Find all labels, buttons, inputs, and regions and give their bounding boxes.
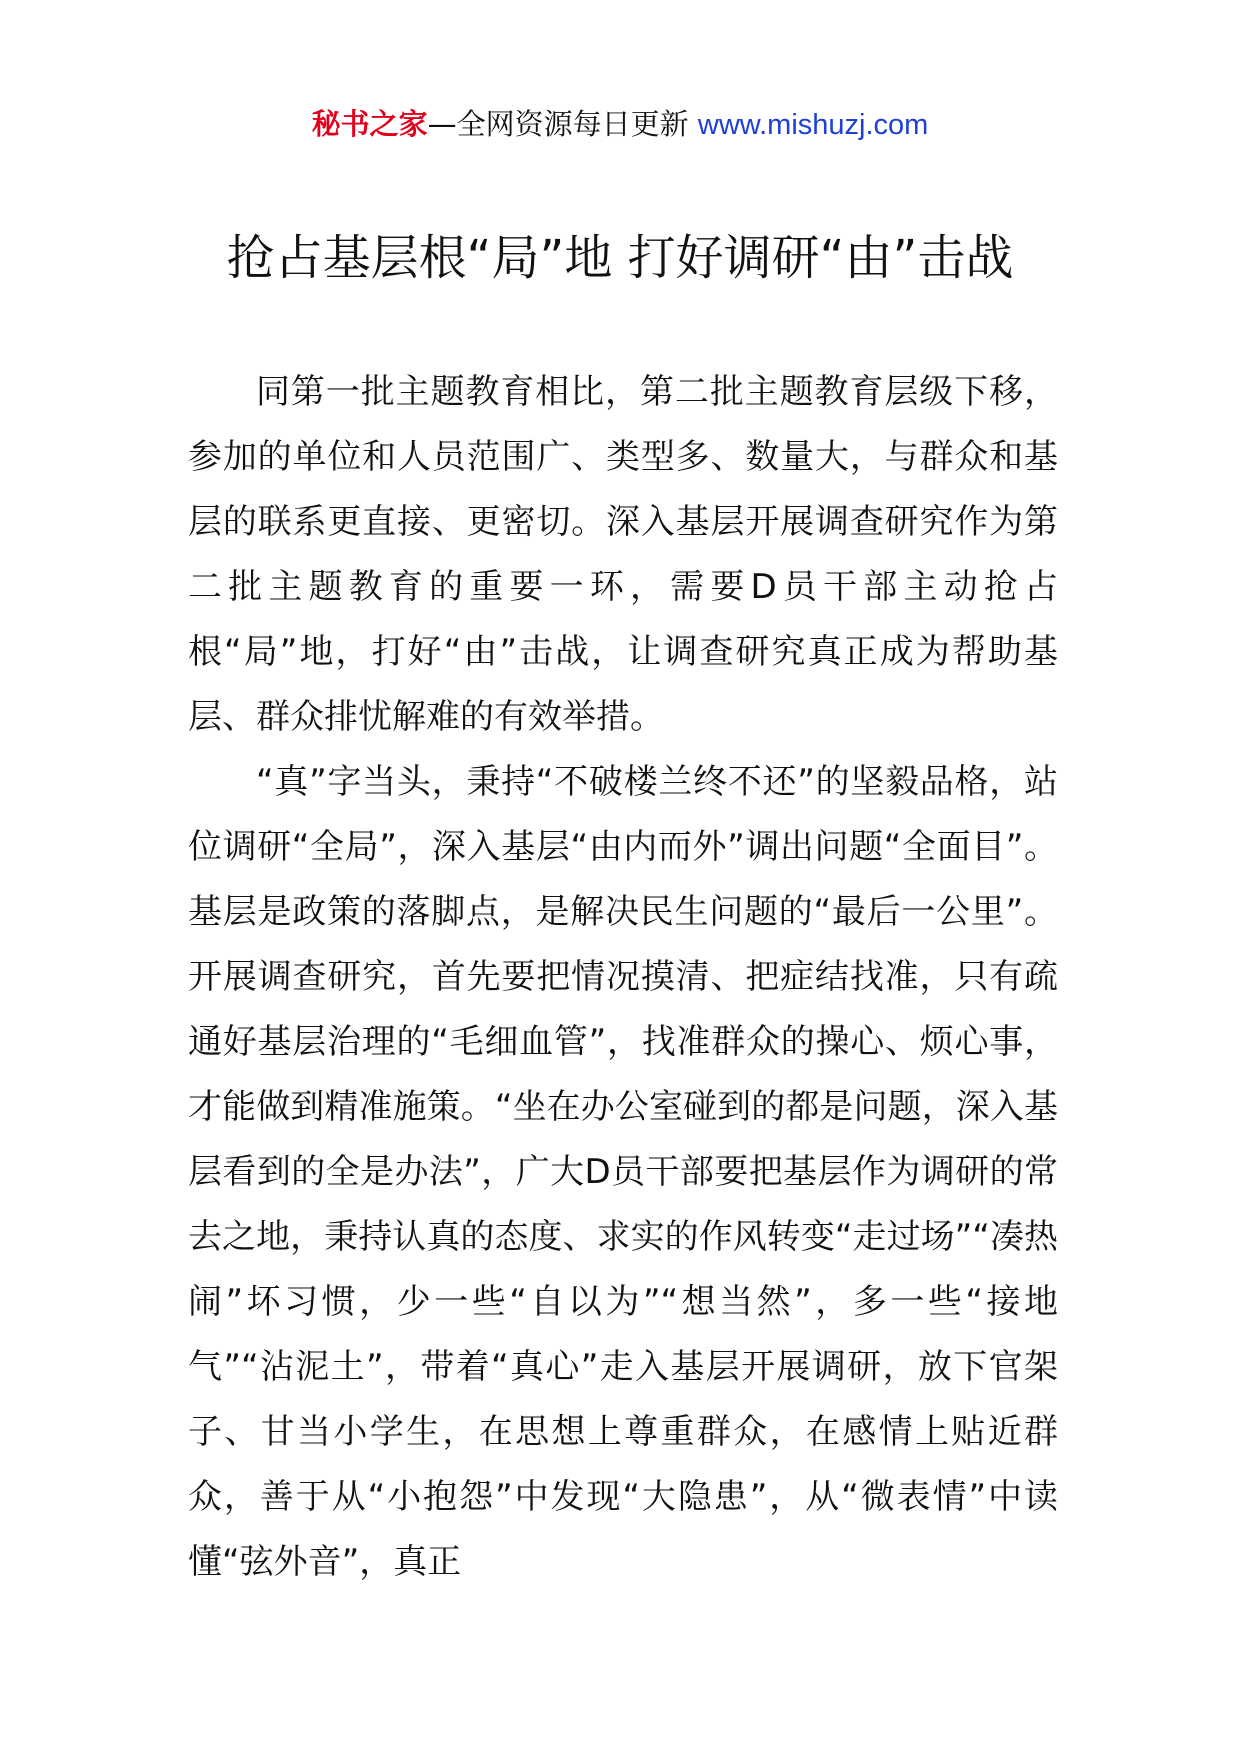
site-url-link[interactable]: www.mishuzj.com xyxy=(697,109,929,141)
site-header xyxy=(0,104,1240,145)
document-title: 抢占基层根“局”地 打好调研“由”击战 xyxy=(226,230,1014,286)
site-brand: 秘书之家 xyxy=(311,107,428,141)
paragraph: 同第一批主题教育相比，第二批主题教育层级下移，参加的单位和人员范围广、类型多、数量大，与群众和基层的联系更直接、更密切。深入基层开展调查研究作为第二批主题教育的重要一环，需要D员干部主动抢占根“局”地，打好“由”击战，让调查研究真正成为帮助基层、群众排忧解难的有效举措。 xyxy=(188,372,1058,737)
paragraph: “真”字当头，秉持“不破楼兰终不还”的坚毅品格，站位调研“全局”，深入基层“由内而外”调出问题“全面目”。基层是政策的落脚点，是解决民生问题的“最后一公里”。开展调查研究，首先要把情况摸清、把症结找准，只有疏通好基层治理的“毛细血管”，找准群众的操心、烦心事，才能做到精准施策。“坐在办公室碰到的都是问题，深入基层看到的全是办法”，广大D员干部要把基层作为调研的常去之地，秉持认真的态度、求实的作风转变“走过场”“凑热闹”坏习惯，少一些“自以为”“想当然”，多一些“接地气”“沾泥土”，带着“真心”走入基层开展调研，放下官架子、甘当小学生，在思想上尊重群众，在感情上贴近群众，善于从“小抱怨”中发现“大隐患”，从“微表情”中读懂“弦外音”，真正 xyxy=(188,762,1058,1582)
document-body xyxy=(188,360,1058,1595)
site-slogan: —全网资源每日更新 xyxy=(427,107,698,141)
